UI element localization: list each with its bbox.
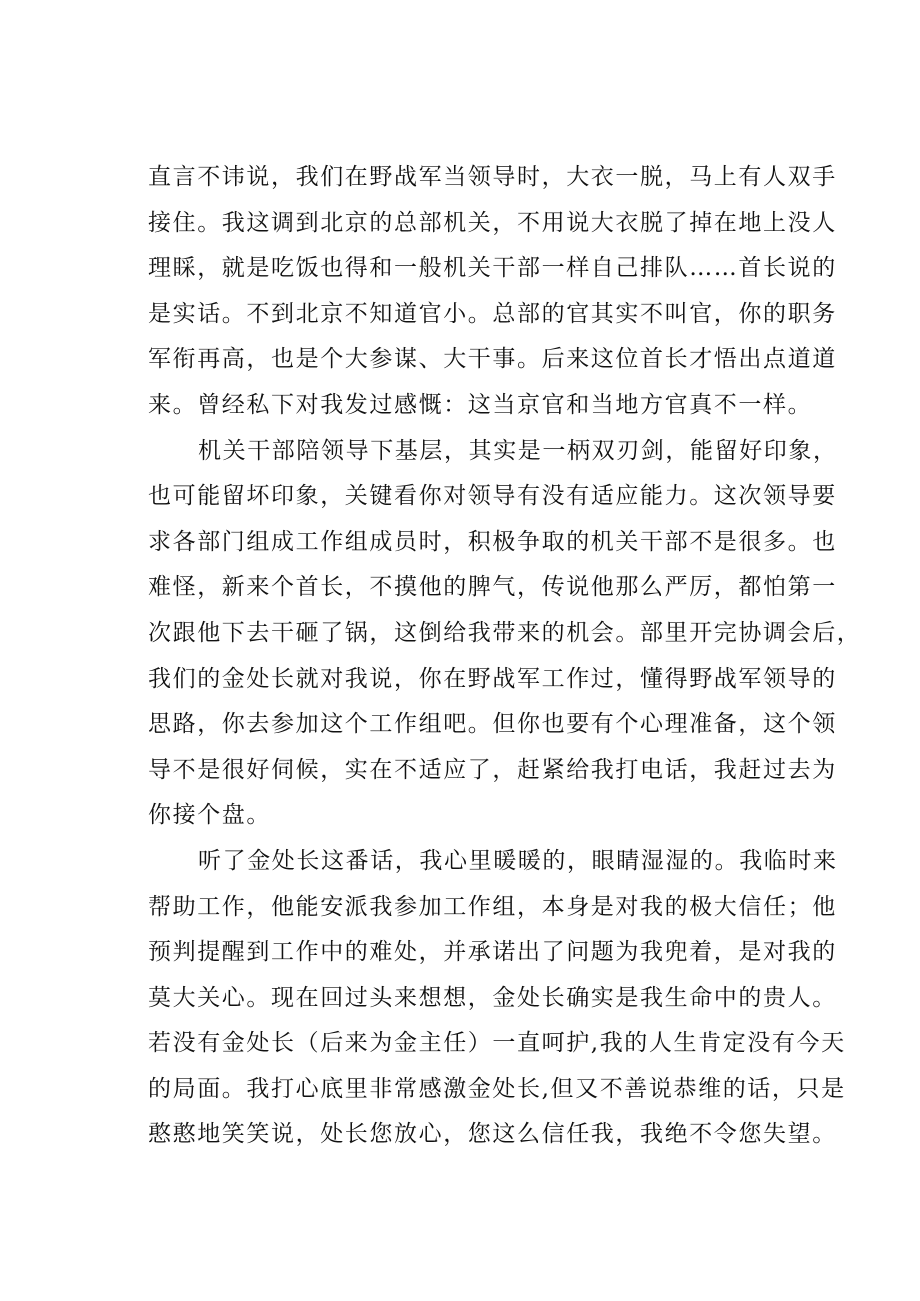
text-line: 导不是很好伺候，实在不适应了，赶紧给我打电话，我赶过去为 xyxy=(148,756,837,783)
text-line: 次跟他下去干砸了锅，这倒给我带来的机会。部里开完协调会后， xyxy=(148,619,862,646)
body-text xyxy=(148,155,862,1158)
text-line: 帮助工作，他能安派我参加工作组，本身是对我的极大信任；他 xyxy=(148,893,837,920)
text-line: 难怪，新来个首长，不摸他的脾气，传说他那么严厉，都怕第一 xyxy=(148,574,837,601)
text-line: 求各部门组成工作组成员时，积极争取的机关干部不是很多。也 xyxy=(148,528,837,555)
text-line: 你接个盘。 xyxy=(148,802,271,829)
text-line: 也可能留坏印象，关键看你对领导有没有适应能力。这次领导要 xyxy=(148,483,837,510)
text-line: 理睬，就是吃饭也得和一般机关干部一样自己排队……首长说的 xyxy=(148,255,837,282)
text-line: 思路，你去参加这个工作组吧。但你也要有个心理准备，这个领 xyxy=(148,711,837,738)
text-line: 机关干部陪领导下基层，其实是一柄双刃剑，能留好印象， xyxy=(198,437,838,464)
text-line: 是实话。不到北京不知道官小。总部的官其实不叫官，你的职务 xyxy=(148,300,837,327)
text-line: 直言不讳说，我们在野战军当领导时，大衣一脱，马上有人双手 xyxy=(148,164,837,190)
text-line: 若没有金处长（后来为金主任）一直呵护,我的人生肯定没有今天 xyxy=(148,1030,846,1057)
text-line: 我们的金处长就对我说，你在野战军工作过，懂得野战军领导的 xyxy=(148,665,837,692)
text-line: 军衔再高，也是个大参谋、大干事。后来这位首长才悟出点道道 xyxy=(148,346,837,373)
text-line: 听了金处长这番话，我心里暖暖的，眼睛湿湿的。我临时来 xyxy=(198,847,838,874)
text-line: 来。曾经私下对我发过感慨：这当京官和当地方官真不一样。 xyxy=(148,391,813,418)
text-line: 莫大关心。现在回过头来想想，金处长确实是我生命中的贵人。 xyxy=(148,984,837,1011)
text-line: 接住。我这调到北京的总部机关，不用说大衣脱了掉在地上没人 xyxy=(148,209,837,236)
text-line: 预判提醒到工作中的难处，并承诺出了问题为我兜着，是对我的 xyxy=(148,939,837,966)
text-line: 憨憨地笑笑说，处长您放心，您这么信任我，我绝不令您失望。 xyxy=(148,1121,837,1148)
text-line: 的局面。我打心底里非常感激金处长,但又不善说恭维的话，只是 xyxy=(148,1075,846,1102)
